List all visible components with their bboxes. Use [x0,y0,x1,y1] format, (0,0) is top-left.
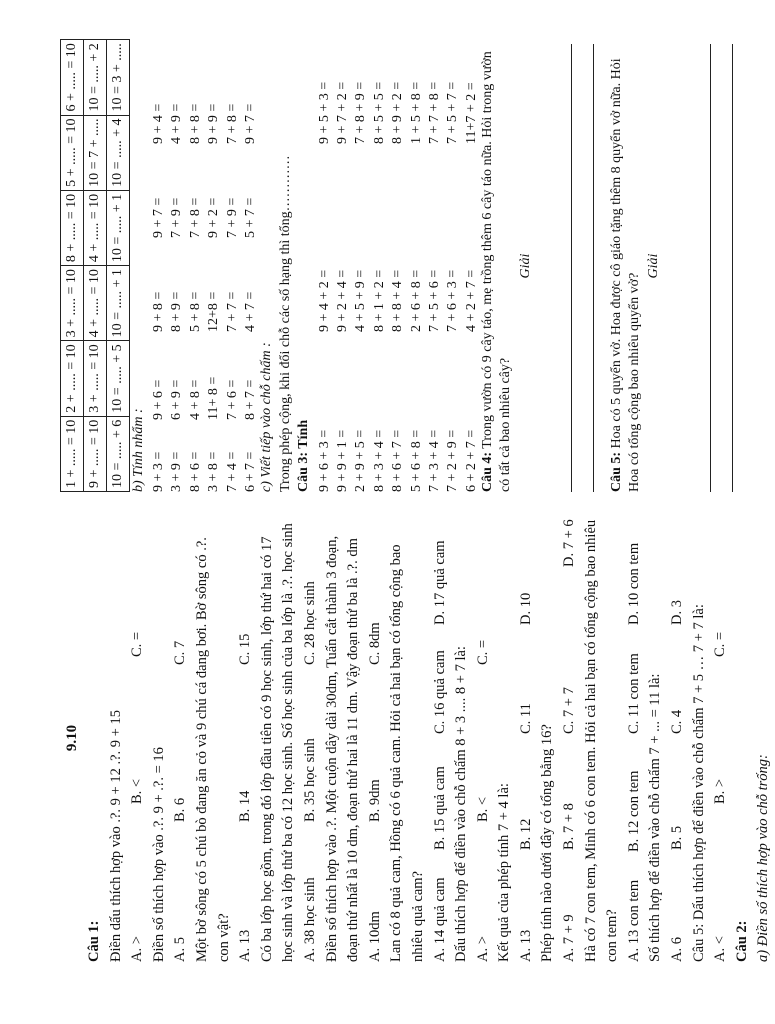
answer-line [572,44,594,492]
expression: 8 + 8 + 4 = [390,269,406,332]
expression: 4 + 5 + 9 = [353,269,369,332]
option: D. 3 [669,600,686,625]
expression: 1 + 5 + 8 = [408,81,424,144]
grid-row [84,40,107,492]
spacer [663,40,689,492]
answer-line [711,44,733,492]
option: B. 35 học sinh [301,738,318,822]
option: B. 12 [517,818,534,850]
expression: 3 + 8 = [206,451,222,492]
part-b-title: b) Tính nhẩm : [131,408,146,492]
expression: 6 + 2 + 7 = [463,429,479,492]
expression: 9 + 3 = [151,451,166,492]
expression: 4 + 7 = [242,291,258,332]
grid-cell: 4 + ..... = 10 [84,266,107,341]
question-text: Điền dấu thích hợp vào .?. 9 + 12 .?. 9 + 15 [107,710,124,962]
answer-options [710,514,732,962]
option: C. 8dm [366,622,383,665]
q4-label: Câu 4: [480,451,496,492]
right-column [60,40,733,492]
grid-cell: 10 = 3 + ..... [107,40,130,115]
option: A. 14 quả cam [431,877,448,962]
grid-cell: 4 + ..... = 10 [84,190,107,265]
question-text: Kết quả của phép tính 7 + 4 là: [496,783,513,962]
option: D. 7 + 6 [561,519,578,567]
question-text: Câu 5: Dấu thích hợp để điền vào chỗ chấm 7 + 5 … 7 + 7 là: [690,604,707,962]
expression: 8 + 9 = [169,291,185,332]
grid-cell: 1 + ..... = 10 [61,416,84,491]
grid-cell: 3 + ..... = 10 [84,341,107,416]
expression: 9 + 7 = [242,103,258,144]
question-text: Hà có 7 con tem, Minh có 6 con tem. Hỏi cả hai bạn có tổng cộng bao nhiêu con tem? [582,519,621,962]
grid-cell: 10 = ..... + 4 [107,115,130,190]
option: B. 5 [669,825,686,850]
option: C. 4 [669,709,686,734]
expression: 7 + 9 = [224,197,240,238]
grid-cell: 5 + ..... = 10 [61,115,84,190]
answer-options [300,514,322,962]
option: A. < [712,936,729,962]
expression: 7 + 4 = [224,451,240,492]
calc-row [369,40,387,492]
option: A. 38 học sinh [301,877,318,962]
option: C. 16 quả cam [431,650,448,734]
answer-options [365,514,387,962]
part-c-title: c) Viết tiếp vào chỗ chấm : [259,342,275,492]
grid-row [61,40,84,492]
option: C. = [474,639,491,665]
option: C. 11 [517,703,534,734]
grid-cell: 8 + ..... = 10 [61,190,84,265]
mental-math-row [166,40,184,492]
expression: 7 + 2 + 9 = [445,429,461,492]
expression: 9 + 7 + 2 = [334,81,350,144]
left-column [62,514,775,962]
grid-cell: 6 + ..... = 10 [61,40,84,115]
answer-options [127,514,149,962]
expression: 5 + 7 = [242,197,258,238]
expression: 8 + 7 = [242,379,258,420]
expression: 9 + 9 = [206,103,222,144]
answer-options [473,514,495,962]
question-text: Một bờ sông có 5 chú bò đang ăn cỏ và 9 chú cá đang bơi. Bờ sông có .?. con vật? [193,537,232,962]
grid-cell: 10 = ..... + 5 [107,341,130,416]
grid-cell: 10 = ..... + 6 [107,416,130,491]
q2-part-a: a) Điền số thích hợp vào chỗ trống: [755,754,772,962]
option: D. 17 quả cam [431,540,448,625]
fill-in-grid [60,39,130,492]
expression: 5 + 6 + 8 = [408,429,424,492]
option: A. 13 con tem [625,879,642,962]
option: A. > [474,936,491,962]
option: B. 6 [172,797,189,822]
option: A. 13 [237,929,254,962]
expression: 8 + 3 + 4 = [371,429,387,492]
expression: 7 + 8 = [187,197,203,238]
question-text: Lan có 8 quả cam, Hồng có 6 quả cam. Hỏi cả hai bạn có tổng cộng bao nhiêu quả cam? [388,544,426,962]
expression: 2 + 9 + 5 = [353,429,369,492]
expression: 2 + 6 + 8 = [408,269,424,332]
calc-row [387,40,405,492]
calc-block [314,40,480,492]
expression: 9 + 7 = [151,197,166,238]
option: B. < [474,796,491,822]
expression: 7 + 9 = [169,197,185,238]
option: C. 7 + 7 [561,687,578,734]
expression: 3 + 9 = [169,451,185,492]
option: A. 5 [172,937,189,962]
expression: 9 + 2 = [206,197,222,238]
mental-math-row [240,40,258,492]
expression: 7 + 8 + 9 = [353,81,369,144]
expression: 8 + 6 = [187,451,203,492]
expression: 9 + 8 = [151,291,166,332]
spacer [536,40,550,492]
option: C. 11 con tem [625,653,642,734]
expression: 9 + 6 + 3 = [316,429,332,492]
question-text: Điền số thích hợp vào .?. Một cuộn dây dài 30dm, Tuấn cắt thành 3 đoạn, đoạn thứ nhất là 10 dm, đoạn thứ hai là 11 dm. Vậy đoạn thứ ba là .?. dm [323,535,362,962]
answer-options [516,514,538,962]
expression: 8 + 6 + 7 = [390,429,406,492]
option: A. 13 [517,929,534,962]
option: B. 7 + 8 [561,803,578,850]
grid-cell: 10 = ..... + 1 [107,190,130,265]
calc-row [442,40,460,492]
expression: 4 + 8 = [187,379,203,420]
answer-options [624,514,646,962]
option: C. 28 học sinh [301,581,318,665]
grid-cell: 3 + ..... = 10 [61,266,84,341]
calc-row [424,40,442,492]
q5-solution-label: Giải [645,253,661,279]
expression: 8 + 8 = [187,103,203,144]
option: B. 15 quả cam [431,766,448,850]
option: C. = [712,631,729,657]
q5-label: Câu 5: [608,451,624,492]
question-text: Điền số thích hợp vào .?. 9 + .?. = 16 [150,747,167,962]
part-c-text: Trong phép cộng, khi đổi chỗ các số hạng thì tổng………… [277,155,293,492]
option: C. 15 [237,633,254,665]
grid-row [107,40,130,492]
option: A. 10dm [366,911,383,962]
mental-math-row [203,40,221,492]
option: D. 10 con tem [625,542,642,625]
grid-cell: 2 + ..... = 10 [61,341,84,416]
q4-solution-label: Giải [517,253,533,279]
expression: 7 + 3 + 4 = [426,429,442,492]
answer-options [235,514,257,962]
option: C. 7 [172,640,189,665]
answer-options [667,514,689,962]
expression: 8 + 5 + 5 = [371,81,387,144]
expression: 7 + 6 = [224,379,240,420]
q1-title: Câu 1: [86,920,102,962]
expression: 6 + 9 = [169,379,185,420]
calc-row [461,40,479,492]
mental-math-row [148,40,166,492]
expression: 9 + 2 + 4 = [334,269,350,332]
expression: 9 + 5 + 3 = [316,81,332,144]
calc-row [332,40,350,492]
spacer [594,40,608,492]
calc-row [350,40,368,492]
expression: 7 + 5 + 6 = [426,269,442,332]
answer-options [559,514,581,962]
question-text: Số thích hợp để điền vào chỗ chấm 7 + ... = 11 là: [647,673,664,962]
expression: 7 + 8 = [224,103,240,144]
q4-text [479,40,516,492]
option: B. 9dm [366,779,383,822]
grid-cell: 10 = 7 + ..... [84,115,107,190]
mental-math-row [185,40,203,492]
expression: 4 + 9 = [169,103,185,144]
option: B. < [129,778,146,804]
expression: 9 + 4 = [151,103,166,144]
expression: 9 + 4 + 2 = [316,269,332,332]
option: D. 10 [517,592,534,625]
option: B. 14 [237,790,254,822]
answer-options [430,514,452,962]
q5-text [608,40,645,492]
option: A. 6 [669,937,686,962]
grid-cell: 9 + ..... = 10 [84,416,107,491]
q2-title: Câu 2: [733,920,750,962]
page-title: 9.10 [64,724,80,752]
grid-cell: 10 = ..... + 2 [84,40,107,115]
q5-body: Hoa có 5 quyển vở. Hoa được cô giáo tặng thêm 8 quyển vở nữa. Hỏi Hoa có tổng cộng bao nhiêu quyển vở? [608,58,643,492]
option: A. > [129,936,146,962]
q4-body: Trong vườn có 9 cây táo, mẹ trồng thêm 6 cây táo nữa. Hỏi trong vườn có tất cả bao nhiêu cây? [480,51,514,492]
grid-cell: 10 = ..... + 1 [107,266,130,341]
expression: 7 + 5 + 7 = [445,81,461,144]
expression: 7 + 6 + 3 = [445,269,461,332]
expression: 9 + 9 + 1 = [334,429,350,492]
expression: 7 + 7 + 8 = [426,81,442,144]
calc-row [406,40,424,492]
answer-line [550,44,572,492]
expression: 5 + 8 = [187,291,203,332]
option: B. > [712,778,729,804]
expression: 11+ 8 = [206,376,222,420]
answer-line [689,44,711,492]
option: A. 7 + 9 [561,914,578,962]
option: B. 12 con tem [625,770,642,852]
expression: 9 + 6 = [151,379,166,420]
expression: 8 + 1 + 2 = [371,269,387,332]
answer-options [170,514,192,962]
question-text: Phép tính nào dưới đây có tổng bằng 16? [539,724,556,962]
q3-title: Câu 3: Tính [296,419,312,492]
mental-math-row [222,40,240,492]
option: C. = [129,631,146,657]
mental-math-block [148,40,258,492]
expression: 11+7 + 2 = [463,82,479,144]
expression: 12+8 = [206,291,222,332]
expression: 8 + 9 + 2 = [390,81,406,144]
expression: 6 + 7 = [242,451,258,492]
question-text: Có ba lớp học gồm, trong đó lớp đầu tiên có 9 học sinh, lớp thứ hai có 17 học sinh và lớp thứ ba có 12 học sinh. Số học sinh của ba lớp là .?. học sinh [258,523,297,962]
calc-row [314,40,332,492]
expression: 4 + 2 + 7 = [463,269,479,332]
question-text: Dấu thích hợp để điền vào chỗ chấm 8 + 3 .... 8 + 7 là: [453,646,470,962]
expression: 7 + 7 = [224,291,240,332]
